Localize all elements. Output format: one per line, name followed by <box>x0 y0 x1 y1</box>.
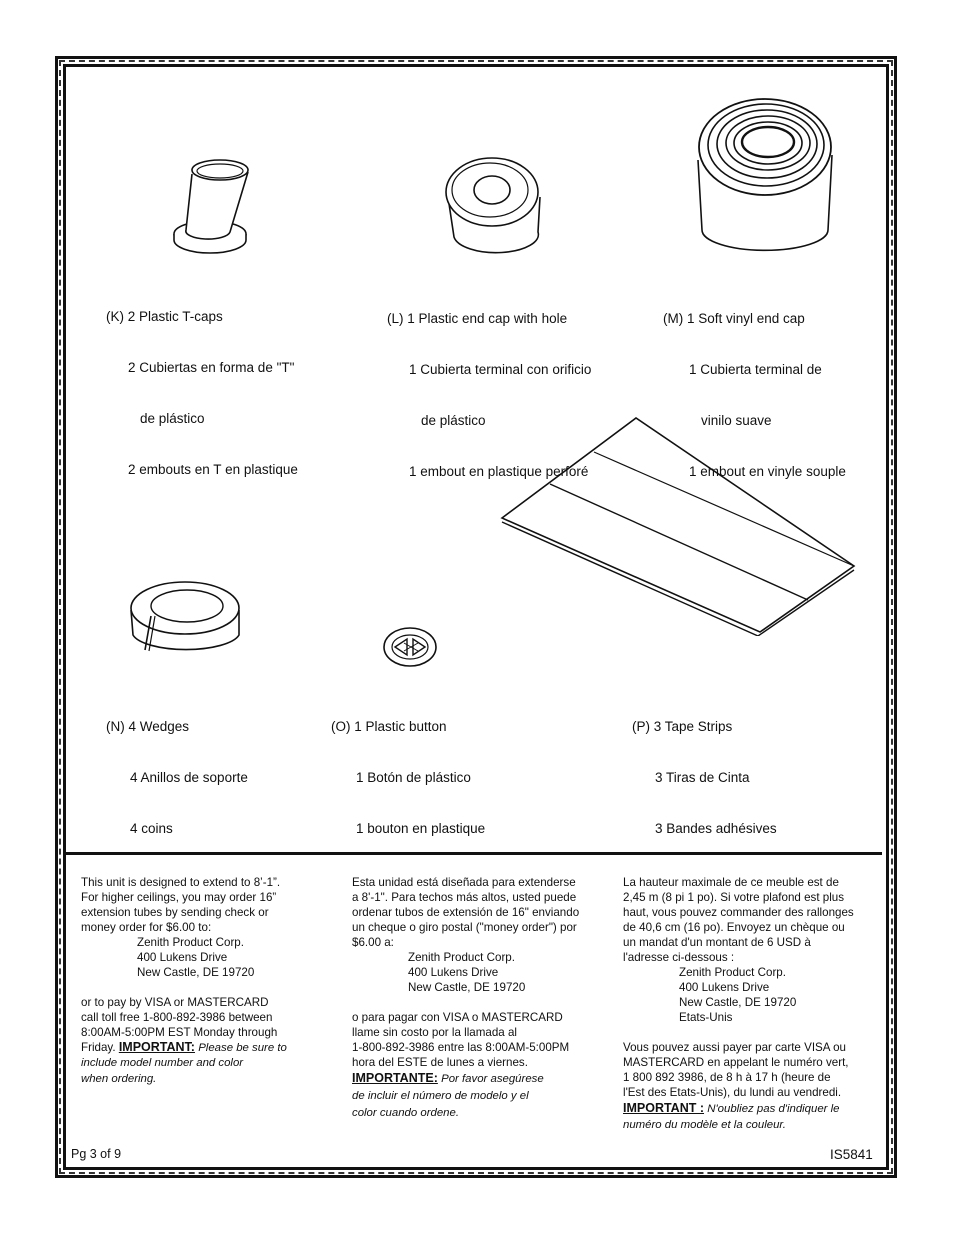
plastic-button-illustration <box>380 623 440 671</box>
english-line: Friday. <box>81 1041 116 1054</box>
spanish-address-line: 400 Lukens Drive <box>408 966 499 979</box>
part-o-label <box>331 684 485 854</box>
spanish-line: o para pagar con VISA o MASTERCARD <box>352 1011 563 1024</box>
part-m-line4: 1 embout en vinyle souple <box>689 464 846 479</box>
english-line: call toll free 1-800-892-3986 between <box>81 1011 273 1024</box>
spanish-line: llame sin costo por la llamada al <box>352 1026 517 1039</box>
part-n-line2: 4 Anillos de soporte <box>130 770 248 785</box>
spanish-address-line: Zenith Product Corp. <box>408 951 515 964</box>
spanish-ordering-info <box>352 875 602 1122</box>
end-cap-with-hole-illustration <box>440 152 550 262</box>
wedge-illustration <box>125 570 245 660</box>
french-line: La hauteur maximale de ce meuble est de <box>623 876 839 889</box>
part-p-label <box>632 684 777 854</box>
part-k-line2: 2 Cubiertas en forma de "T" <box>128 360 295 375</box>
french-line: MASTERCARD en appelant le numéro vert, <box>623 1056 849 1069</box>
part-l-line1: (L) 1 Plastic end cap with hole <box>387 311 568 326</box>
french-line: 1 800 892 3986, de 8 h à 17 h (heure de <box>623 1071 831 1084</box>
english-address-line: 400 Lukens Drive <box>137 951 228 964</box>
english-line: For higher ceilings, you may order 16” <box>81 891 277 904</box>
section-divider <box>66 852 882 855</box>
spanish-note: Por favor asegúrese <box>441 1073 544 1085</box>
spacer <box>623 1025 873 1040</box>
spanish-line: Esta unidad está diseñada para extenderse <box>352 876 576 889</box>
english-note: when ordering. <box>81 1073 157 1085</box>
english-line: This unit is designed to extend to 8’-1”. <box>81 876 281 889</box>
english-line: or to pay by VISA or MASTERCARD <box>81 996 269 1009</box>
part-l-line3: de plástico <box>421 413 486 428</box>
french-address-line: Etats-Unis <box>679 1011 733 1024</box>
english-address-line: New Castle, DE 19720 <box>137 966 255 979</box>
part-k-line1: (K) 2 Plastic T-caps <box>106 309 223 324</box>
t-cap-illustration <box>170 150 260 260</box>
spanish-line: un cheque o giro postal ("money order") por <box>352 921 577 934</box>
english-important-line <box>81 1040 331 1056</box>
soft-vinyl-end-cap-illustration <box>690 95 840 255</box>
spanish-important-line <box>352 1070 602 1088</box>
part-k-line4: 2 embouts en T en plastique <box>128 462 298 477</box>
french-address-line: New Castle, DE 19720 <box>679 996 797 1009</box>
english-address-line: Zenith Product Corp. <box>137 936 244 949</box>
part-o-line1: (O) 1 Plastic button <box>331 719 447 734</box>
spanish-important-label: IMPORTANTE: <box>352 1071 438 1085</box>
english-ordering-info <box>81 875 331 1087</box>
part-o-line2: 1 Botón de plástico <box>356 770 471 785</box>
part-p-line3: 3 Bandes adhésives <box>655 821 777 836</box>
part-l-label <box>387 276 591 497</box>
spanish-line: a 8'-1". Para techos más altos, usted puede <box>352 891 577 904</box>
part-k-line3: de plástico <box>140 411 205 426</box>
english-note: Please be sure to <box>198 1042 287 1054</box>
french-note: numéro du modèle et la couleur. <box>623 1119 786 1131</box>
french-note: N'oubliez pas d'indiquer le <box>707 1103 840 1115</box>
part-n-label <box>106 684 248 854</box>
part-m-line3: vinilo suave <box>701 413 772 428</box>
part-m-line2: 1 Cubierta terminal de <box>689 362 822 377</box>
part-o-line3: 1 bouton en plastique <box>356 821 486 836</box>
part-n-line3: 4 coins <box>130 821 173 836</box>
part-k-label <box>106 274 298 495</box>
french-important-line <box>623 1100 873 1117</box>
part-p-line2: 3 Tiras de Cinta <box>655 770 750 785</box>
english-line: 8:00AM-5:00PM EST Monday through <box>81 1026 278 1039</box>
french-line: Vous pouvez aussi payer par carte VISA ou <box>623 1041 846 1054</box>
part-n-line1: (N) 4 Wedges <box>106 719 190 734</box>
spanish-line: ordenar tubos de extensión de 16" enviando <box>352 906 580 919</box>
part-m-label <box>663 276 846 497</box>
english-important-label: IMPORTANT: <box>118 1040 195 1054</box>
spanish-line: hora del ESTE de lunes a viernes. <box>352 1056 528 1069</box>
french-line: l'adresse ci-dessous : <box>623 951 735 964</box>
english-line: extension tubes by sending check or <box>81 906 269 919</box>
french-address-line: Zenith Product Corp. <box>679 966 786 979</box>
page-number: Pg 3 of 9 <box>71 1147 122 1161</box>
spacer <box>81 980 331 995</box>
french-ordering-info <box>623 875 873 1134</box>
spacer <box>352 995 602 1010</box>
part-p-line1: (P) 3 Tape Strips <box>632 719 733 734</box>
spanish-address-line: New Castle, DE 19720 <box>408 981 526 994</box>
spanish-line: 1-800-892-3986 entre las 8:00AM-5:00PM <box>352 1041 570 1054</box>
english-line: money order for $6.00 to: <box>81 921 212 934</box>
spanish-note: color cuando ordene. <box>352 1107 460 1119</box>
french-line: un mandat d'un montant de 6 USD à <box>623 936 811 949</box>
french-line: de 40,6 cm (16 po). Envoyez un chèque ou <box>623 921 845 934</box>
french-address-line: 400 Lukens Drive <box>679 981 770 994</box>
french-important-label: IMPORTANT : <box>623 1101 705 1115</box>
part-l-line4: 1 embout en plastique perforé <box>409 464 589 479</box>
spanish-note: de incluir el número de modelo y el <box>352 1090 529 1102</box>
french-line: haut, vous pouvez commander des rallonges <box>623 906 854 919</box>
document-code: IS5841 <box>830 1147 873 1162</box>
spanish-line: $6.00 a: <box>352 936 394 949</box>
english-note: include model number and color <box>81 1057 244 1069</box>
part-m-line1: (M) 1 Soft vinyl end cap <box>663 311 805 326</box>
french-line: l'Est des Etats-Unis), du lundi au vendredi. <box>623 1086 842 1099</box>
french-line: 2,45 m (8 pi 1 po). Si votre plafond est plus <box>623 891 845 904</box>
part-l-line2: 1 Cubierta terminal con orificio <box>409 362 592 377</box>
